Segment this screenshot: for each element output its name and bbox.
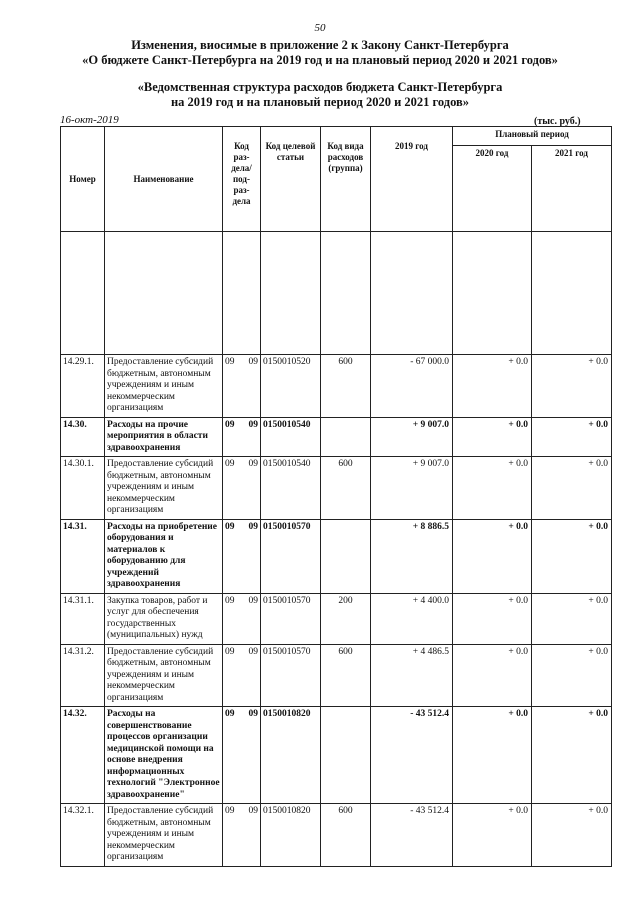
row-target-code: 0150010820 [261,707,321,804]
row-amount-2020: + 0.0 [453,457,532,520]
row-subsection: 09 [248,419,258,430]
heading-line-2: «О бюджете Санкт-Петербурга на 2019 год и на плановый период 2020 и 2021 годов» [82,53,558,67]
row-number: 14.31. [61,519,105,593]
header-name: Наименование [105,127,223,232]
row-target-code: 0150010540 [261,457,321,520]
row-amount-2021: + 0.0 [532,457,612,520]
row-name: Закупка товаров, работ и услуг для обеспечения государственных (муниципальных) нужд [105,593,223,644]
header-planned-period: Плановый период [453,127,612,146]
row-amount-2021: + 0.0 [532,644,612,707]
row-expense-code: 600 [321,644,371,707]
table-row [61,644,612,707]
row-section: 09 [225,521,235,532]
row-subsection: 09 [248,709,258,719]
row-amount-2021: + 0.0 [532,593,612,644]
row-amount-2021: + 0.0 [532,519,612,593]
row-section-code [223,457,261,520]
row-number: 14.30. [61,417,105,457]
row-expense-code: 600 [321,457,371,520]
row-amount-2019: + 9 007.0 [371,417,453,457]
row-section: 09 [225,646,235,657]
row-name: Расходы на прочие мероприятия в области здравоохранения [105,417,223,457]
row-section: 09 [225,357,235,367]
header-section: Код раз-дела/ под-раз-дела [223,127,261,232]
row-target-code: 0150010540 [261,417,321,457]
table-row [61,593,612,644]
row-name: Расходы на приобретение оборудования и материалов к оборудованию для учреждений здравоохранения [105,519,223,593]
row-amount-2020: + 0.0 [453,417,532,457]
document-heading [0,38,640,68]
row-section: 09 [225,419,235,430]
row-number: 14.31.2. [61,644,105,707]
document-date: 16-окт-2019 [60,114,119,126]
row-target-code: 0150010570 [261,519,321,593]
row-subsection: 09 [248,806,258,816]
row-amount-2021: + 0.0 [532,707,612,804]
row-section: 09 [225,806,235,816]
row-section-code [223,804,261,867]
row-expense-code [321,519,371,593]
row-number: 14.32.1. [61,804,105,867]
row-name: Предоставление субсидий бюджетным, автономным учреждениям и иным некоммерческим организациям [105,644,223,707]
row-subsection: 09 [248,646,258,657]
row-subsection: 09 [248,459,258,469]
row-amount-2020: + 0.0 [453,355,532,418]
row-section: 09 [225,459,235,469]
row-subsection: 09 [248,357,258,367]
table-row [61,804,612,867]
row-section-code [223,707,261,804]
table-row [61,355,612,418]
row-amount-2021: + 0.0 [532,355,612,418]
subheading-line-2: на 2019 год и на плановый период 2020 и 2021 годов» [170,95,470,109]
table-row [61,519,612,593]
row-amount-2019: - 43 512.4 [371,707,453,804]
page-number: 50 [314,22,326,34]
row-expense-code: 600 [321,355,371,418]
row-number: 14.32. [61,707,105,804]
row-amount-2019: + 9 007.0 [371,457,453,520]
header-number: Номер [61,127,105,232]
header-2021: 2021 год [532,145,612,231]
document-subheading [0,80,640,110]
row-section: 09 [225,595,235,606]
heading-line-1: Изменения, виосимые в приложение 2 к Закону Санкт-Петербурга [131,38,509,52]
units-label: (тыс. руб.) [534,116,581,127]
table-row [61,417,612,457]
header-2020: 2020 год [453,145,532,231]
table-row [61,457,612,520]
row-amount-2020: + 0.0 [453,593,532,644]
table-row [61,707,612,804]
row-section-code [223,519,261,593]
row-amount-2019: + 4 400.0 [371,593,453,644]
row-name: Предоставление субсидий бюджетным, автономным учреждениям и иным некоммерческим организациям [105,457,223,520]
row-number: 14.30.1. [61,457,105,520]
row-expense-code: 200 [321,593,371,644]
row-target-code: 0150010520 [261,355,321,418]
row-name: Расходы на совершенствование процессов организации медицинской помощи на основе внедрения информационных технологий "Электронное здравоохранение" [105,707,223,804]
row-amount-2019: + 4 486.5 [371,644,453,707]
row-section: 09 [225,709,235,719]
row-expense-code: 600 [321,804,371,867]
header-spacer-row [61,232,612,355]
subheading-line-1: «Ведомственная структура расходов бюджета Санкт-Петербурга [137,80,503,94]
budget-table [60,126,612,867]
header-target: Код целевой статьи [261,127,321,232]
row-name: Предоставление субсидий бюджетным, автономным учреждениям и иным некоммерческим организациям [105,804,223,867]
table-body [61,355,612,867]
header-2019: 2019 год [371,127,453,232]
row-name: Предоставление субсидий бюджетным, автономным учреждениям и иным некоммерческим организациям [105,355,223,418]
row-amount-2019: - 67 000.0 [371,355,453,418]
row-amount-2020: + 0.0 [453,804,532,867]
row-section-code [223,593,261,644]
row-amount-2020: + 0.0 [453,644,532,707]
row-section-code [223,355,261,418]
row-number: 14.31.1. [61,593,105,644]
row-subsection: 09 [248,595,258,606]
row-target-code: 0150010570 [261,593,321,644]
row-target-code: 0150010570 [261,644,321,707]
row-amount-2021: + 0.0 [532,804,612,867]
row-target-code: 0150010820 [261,804,321,867]
row-expense-code [321,707,371,804]
row-amount-2020: + 0.0 [453,519,532,593]
row-section-code [223,644,261,707]
row-number: 14.29.1. [61,355,105,418]
row-amount-2019: + 8 886.5 [371,519,453,593]
row-amount-2019: - 43 512.4 [371,804,453,867]
row-amount-2020: + 0.0 [453,707,532,804]
row-amount-2021: + 0.0 [532,417,612,457]
row-expense-code [321,417,371,457]
row-subsection: 09 [248,521,258,532]
row-section-code [223,417,261,457]
header-expense: Код вида расходов (группа) [321,127,371,232]
